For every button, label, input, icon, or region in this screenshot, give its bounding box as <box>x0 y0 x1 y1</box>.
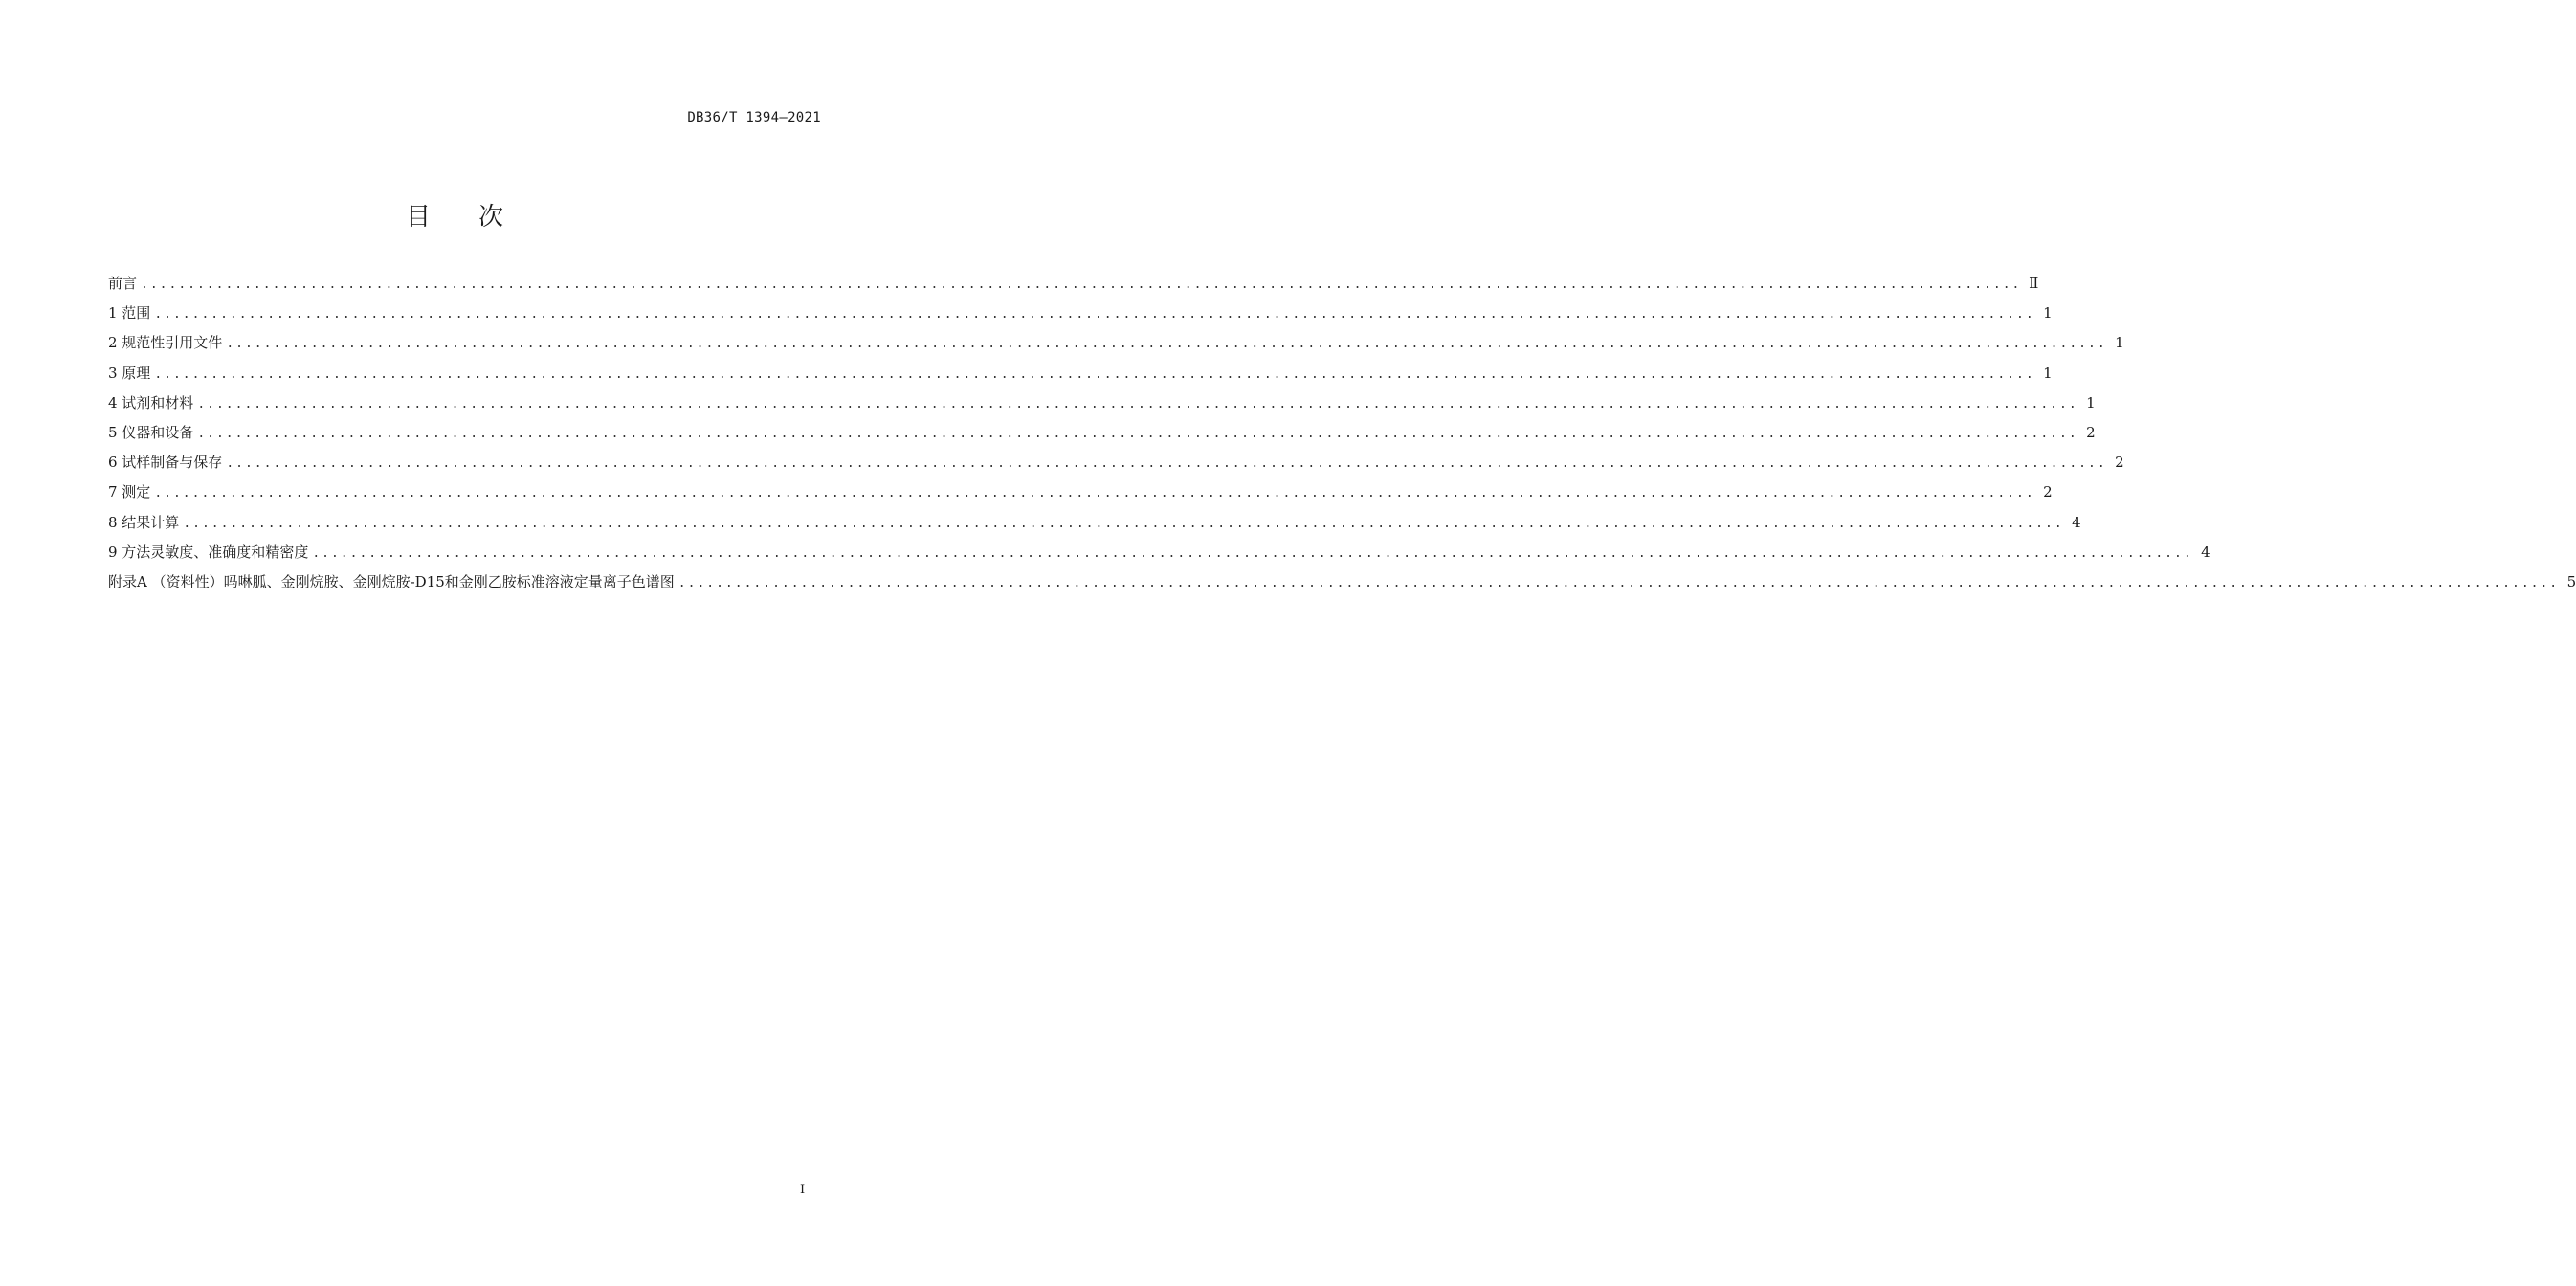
toc-entry-label: 5 仪器和设备 <box>108 423 194 441</box>
dot-leader: ........................................................................................................................................................................................................ <box>677 575 2560 590</box>
toc-entry-page: 4 <box>2072 513 2081 531</box>
dot-leader: ........................................................................................................................................................................................................ <box>226 337 2107 352</box>
toc-entry-normative-references[interactable] <box>108 332 2124 362</box>
toc-entry-sensitivity[interactable] <box>108 542 2210 571</box>
toc-entry-label: 6 试样制备与保存 <box>108 454 223 472</box>
toc-entry-label: 9 方法灵敏度、准确度和精密度 <box>108 543 309 561</box>
dot-leader: ........................................................................................................................................................................................................ <box>226 456 2107 472</box>
toc-entry-calculation[interactable] <box>108 512 2081 542</box>
toc-entry-annex-a[interactable] <box>108 571 2576 601</box>
title-char-1: 目 <box>405 203 431 232</box>
toc-entry-page: 1 <box>2086 393 2096 411</box>
toc-entry-page: 1 <box>2043 364 2053 382</box>
dot-leader: ........................................................................................................................................................................................................ <box>154 307 2035 322</box>
toc-entry-page: 5 <box>2566 572 2576 590</box>
toc-entry-page: Ⅱ <box>2029 275 2039 292</box>
toc-entry-page: 2 <box>2043 483 2053 501</box>
document-code: DB36/T 1394—2021 <box>687 110 821 125</box>
toc-entry-page: 4 <box>2201 543 2210 561</box>
toc-entry-sample-preparation[interactable] <box>108 452 2124 481</box>
toc-entry-foreword[interactable] <box>108 273 2039 302</box>
page-number: I <box>800 1183 806 1197</box>
toc-entry-scope[interactable] <box>108 302 2053 332</box>
dot-leader: ........................................................................................................................................................................................................ <box>197 426 2078 441</box>
toc-entry-page: 2 <box>2086 423 2096 441</box>
toc-entry-page: 1 <box>2115 334 2124 352</box>
toc-entry-label: 7 测定 <box>108 483 151 501</box>
toc-entry-label: 8 结果计算 <box>108 513 180 531</box>
dot-leader: ........................................................................................................................................................................................................ <box>312 545 2193 561</box>
page-title <box>0 197 909 233</box>
dot-leader: ........................................................................................................................................................................................................ <box>141 277 2022 292</box>
dot-leader: ........................................................................................................................................................................................................ <box>154 486 2035 501</box>
dot-leader: ........................................................................................................................................................................................................ <box>197 396 2078 411</box>
toc-entry-label: 4 试剂和材料 <box>108 393 194 411</box>
toc-entry-reagents[interactable] <box>108 392 2096 422</box>
toc-entry-label: 1 范围 <box>108 304 151 322</box>
dot-leader: ........................................................................................................................................................................................................ <box>154 366 2035 382</box>
toc-entry-label: 附录A （资料性）吗啉胍、金刚烷胺、金刚烷胺-D15和金刚乙胺标准溶液定量离子色谱图 <box>108 572 675 590</box>
dot-leader: ........................................................................................................................................................................................................ <box>183 516 2064 531</box>
title-char-2: 次 <box>478 203 504 232</box>
table-of-contents <box>108 273 2576 601</box>
toc-entry-apparatus[interactable] <box>108 422 2096 452</box>
toc-entry-page: 2 <box>2115 454 2124 472</box>
toc-entry-page: 1 <box>2043 304 2053 322</box>
toc-entry-principle[interactable] <box>108 363 2053 392</box>
toc-entry-label: 3 原理 <box>108 364 151 382</box>
toc-entry-determination[interactable] <box>108 481 2053 511</box>
toc-entry-label: 前言 <box>108 275 138 292</box>
toc-entry-label: 2 规范性引用文件 <box>108 334 223 352</box>
